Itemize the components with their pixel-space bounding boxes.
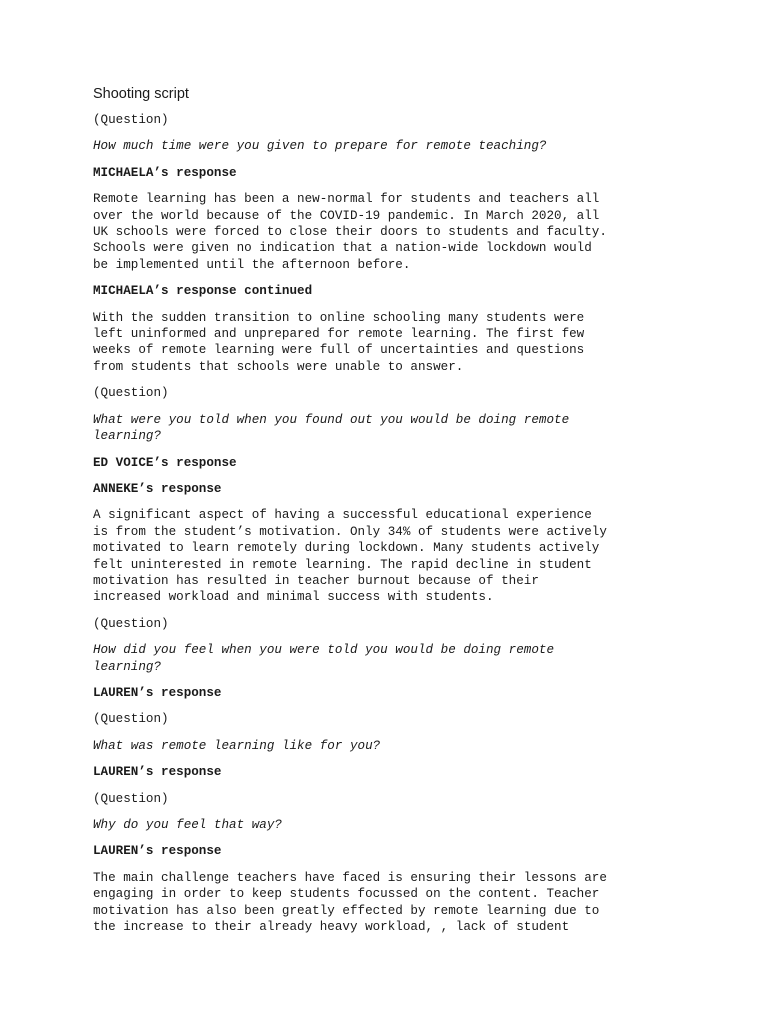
speaker-heading: MICHAELA’s response [93, 165, 237, 180]
speaker-heading: LAUREN’s response [93, 685, 222, 700]
question-tag: (Question) [93, 616, 169, 631]
question-text: Why do you feel that way? [93, 818, 282, 832]
speaker-heading: LAUREN’s response [93, 765, 222, 780]
question-text: How did you feel when you were told you would be doing remote learning? [93, 643, 555, 674]
document-body [93, 84, 693, 945]
question-text: What were you told when you found out you would be doing remote learning? [93, 412, 570, 444]
question-tag: (Question) [93, 113, 169, 127]
response-paragraph: With the sudden transition to online schooling many students were left uninformed and unprepared for remote learning. The first few weeks of remote learning were full of uncertainties and questions from students that schools were unable to answer. [93, 310, 585, 374]
question-text: What was remote learning like for you? [93, 738, 381, 753]
speaker-heading: LAUREN’s response [93, 844, 222, 859]
speaker-heading: MICHAELA’s response continued [93, 284, 313, 299]
question-text: How much time were you given to prepare for remote teaching? [93, 139, 547, 154]
document-title: Shooting script [93, 86, 189, 102]
question-tag: (Question) [93, 791, 169, 806]
speaker-heading: ED VOICE’s response [93, 455, 237, 470]
response-paragraph: The main challenge teachers have faced is ensuring their lessons are engaging in order to keep students focussed on the content. Teacher motivation has also been greatly effected by remote learning due to the increase to their already heavy workload, , lack of student [93, 870, 607, 935]
speaker-heading: ANNEKE’s response [93, 481, 222, 496]
question-tag: (Question) [93, 386, 169, 401]
question-tag: (Question) [93, 712, 169, 727]
response-paragraph: A significant aspect of having a successful educational experience is from the student’s motivation. Only 34% of students were actively motivated to learn remotely during lockdown. Many students actively felt uninterested in remote learning. The rapid decline in student motivation has resulted in teacher burnout because of their increased workload and minimal success with students. [93, 508, 607, 605]
response-paragraph: Remote learning has been a new-normal for students and teachers all over the world because of the COVID-19 pandemic. In March 2020, all UK schools were forced to close their doors to students and faculty. Schools were given no indication that a nation-wide lockdown would be implemented until the afternoon before. [93, 192, 607, 272]
